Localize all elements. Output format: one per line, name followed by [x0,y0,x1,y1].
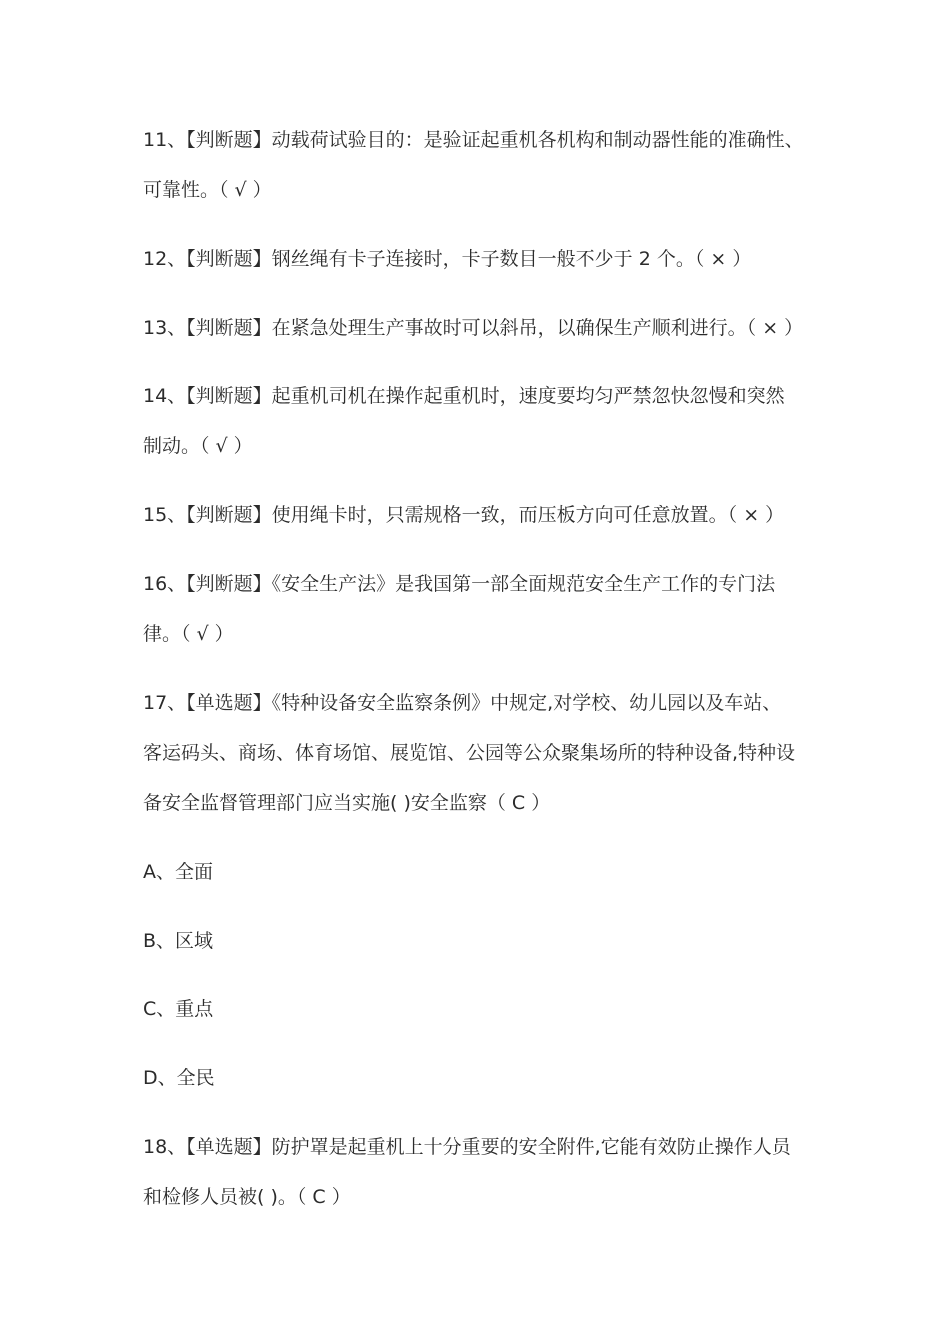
question-17-line-2: 客运码头、商场、体育场馆、展览馆、公园等公众聚集场所的特种设备,特种设 [143,742,796,764]
question-14-line-1: 14、【判断题】起重机司机在操作起重机时，速度要均匀严禁忽快忽慢和突然 [143,385,785,407]
option-a: A、全面 [143,861,213,883]
option-d: D、全民 [143,1067,215,1089]
question-17-line-3: 备安全监督管理部门应当实施( )安全监察（ C ） [143,792,551,814]
question-15-line-1: 15、【判断题】使用绳卡时，只需规格一致，而压板方向可任意放置。（ × ） [143,504,785,526]
option-b: B、区域 [143,930,214,952]
question-14-line-2: 制动。（ √ ） [143,435,253,457]
question-11-line-2: 可靠性。（ √ ） [143,179,272,201]
question-16-line-2: 律。（ √ ） [143,623,234,645]
question-17-line-1: 17、【单选题】《特种设备安全监察条例》中规定,对学校、幼儿园以及车站、 [143,692,782,714]
question-18-line-2: 和检修人员被( )。（ C ） [143,1186,351,1208]
question-11-line-1: 11、【判断题】动载荷试验目的：是验证起重机各机构和制动器性能的准确性、 [143,129,804,151]
question-13-line-1: 13、【判断题】在紧急处理生产事故时可以斜吊，以确保生产顺利进行。（ × ） [143,317,804,339]
question-16-line-1: 16、【判断题】《安全生产法》是我国第一部全面规范安全生产工作的专门法 [143,573,776,595]
question-12-line-1: 12、【判断题】钢丝绳有卡子连接时，卡子数目一般不少于 2 个。（ × ） [143,248,752,270]
option-c: C、重点 [143,998,214,1020]
question-18-line-1: 18、【单选题】防护罩是起重机上十分重要的安全附件,它能有效防止操作人员 [143,1136,791,1158]
